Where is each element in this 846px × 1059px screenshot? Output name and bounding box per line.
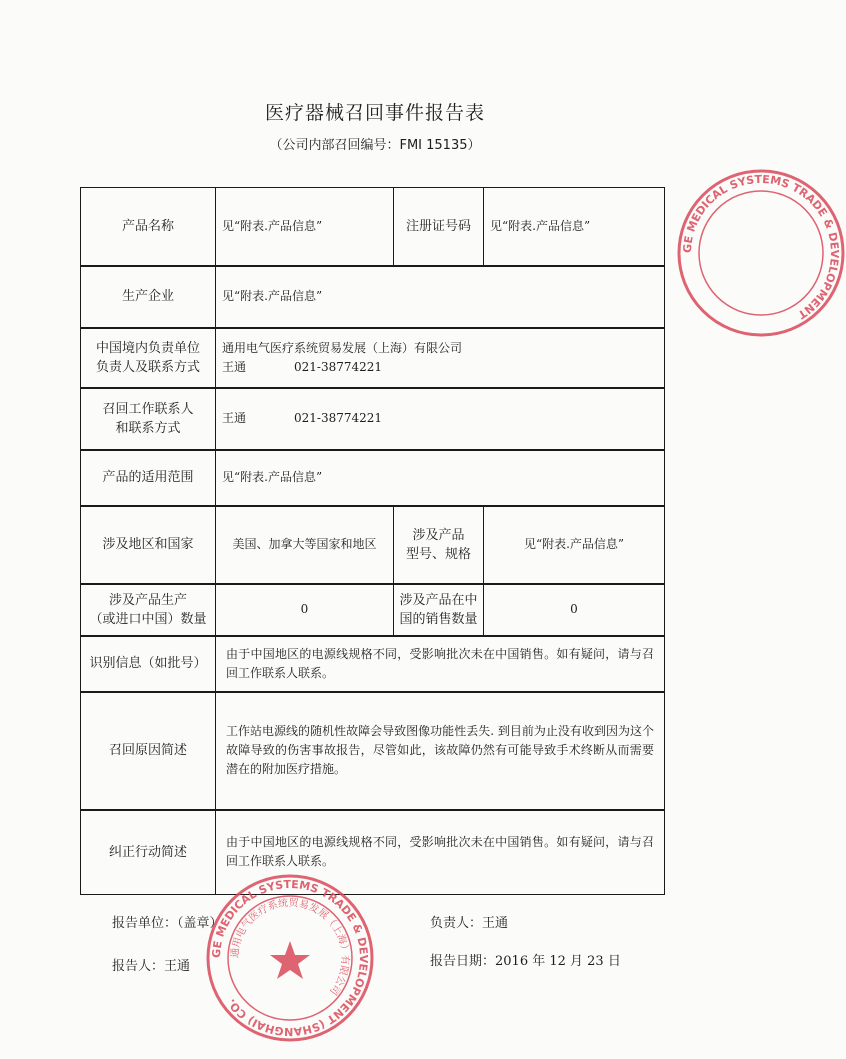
- svg-text:GE MEDICAL SYSTEMS TRADE & DEV: GE MEDICAL SYSTEMS TRADE & DEVELOPMENT (SHANGHAI) CO.: [209, 877, 371, 1039]
- label-line: 涉及产品生产: [108, 592, 187, 608]
- value-domestic-agent: [216, 328, 665, 388]
- value-registration-number: 见“附表.产品信息”: [484, 188, 665, 266]
- row-quantity: [81, 584, 665, 636]
- label-line: 国的销售数量: [399, 611, 478, 627]
- value-reason: 工作站电源线的随机性故障会导致图像功能性丢失. 到目前为止没有收到因为这个故障导致的伤害事故报告，尽管如此，该故障仍然有可能导致手术终断从而需要潜在的附加医疗措施。: [216, 692, 665, 810]
- company-seal-icon: [205, 873, 375, 1043]
- value-recall-contact: [216, 388, 665, 450]
- agent-person: 王通: [222, 359, 247, 374]
- value-action: 由于中国地区的电源线规格不同，受影响批次未在中国销售。如有疑问，请与召回工作联系人联系。: [216, 810, 665, 895]
- label-action: 纠正行动简述: [81, 810, 216, 895]
- value-model: 见“附表.产品信息”: [484, 506, 665, 584]
- value-product-name: 见“附表.产品信息”: [216, 188, 394, 266]
- edge-seal-icon: [676, 168, 846, 338]
- report-unit-label: 报告单位：（盖章）: [112, 916, 223, 931]
- contact-person: 王通: [222, 411, 247, 425]
- label-regions: 涉及地区和国家: [81, 506, 216, 584]
- recall-number: （公司内部召回编号：FMI 15135）: [269, 138, 481, 153]
- value-quantity: 0: [216, 584, 394, 636]
- agent-company: 通用电气医疗系统贸易发展（上海）有限公司: [222, 340, 463, 355]
- value-manufacturer: 见“附表.产品信息”: [216, 266, 665, 328]
- row-recall-contact: [81, 388, 665, 450]
- label-manufacturer: 生产企业: [81, 266, 216, 328]
- label-scope: 产品的适用范围: [81, 450, 216, 506]
- label-recall-contact: [81, 388, 216, 450]
- responsible-person: 负责人：王通: [430, 916, 509, 931]
- label-line: 涉及产品在中: [399, 592, 478, 608]
- value-identification: 由于中国地区的电源线规格不同，受影响批次未在中国销售。如有疑问，请与召回工作联系人联系。: [216, 636, 665, 692]
- recall-report-table: [80, 187, 665, 895]
- label-line: 召回工作联系人: [102, 401, 194, 417]
- label-registration-number: 注册证号码: [394, 188, 484, 266]
- label-line: 型号、规格: [405, 546, 471, 562]
- label-line: 负责人及联系方式: [95, 359, 200, 375]
- row-identification: [81, 636, 665, 692]
- label-quantity: [81, 584, 216, 636]
- label-identification: 识别信息（如批号）: [81, 636, 216, 692]
- page-title: 医疗器械召回事件报告表: [264, 102, 485, 124]
- row-regions: [81, 506, 665, 584]
- svg-text:GE MEDICAL SYSTEMS TRADE & DEV: GE MEDICAL SYSTEMS TRADE & DEVELOPMENT: [680, 172, 842, 322]
- label-reason: 召回原因简述: [81, 692, 216, 810]
- agent-phone: 021-38774221: [294, 359, 383, 374]
- label-line: 和联系方式: [115, 420, 181, 436]
- contact-phone: 021-38774221: [294, 411, 383, 425]
- row-reason: [81, 692, 665, 810]
- reporter: 报告人：王通: [112, 959, 191, 974]
- label-model: [394, 506, 484, 584]
- value-regions: 美国、加拿大等国家和地区: [216, 506, 394, 584]
- label-line: 涉及产品: [412, 527, 465, 543]
- row-scope: [81, 450, 665, 506]
- row-domestic-agent: [81, 328, 665, 388]
- row-manufacturer: [81, 266, 665, 328]
- label-product-name: 产品名称: [81, 188, 216, 266]
- row-product-name: [81, 188, 665, 266]
- svg-text:通用电气医疗系统贸易发展（上海）有限公司: 通用电气医疗系统贸易发展（上海）有限公司: [229, 897, 351, 997]
- value-scope: 见“附表.产品信息”: [216, 450, 665, 506]
- label-line: 中国境内负责单位: [95, 340, 200, 356]
- label-domestic-agent: [81, 328, 216, 388]
- label-china-sales: [394, 584, 484, 636]
- value-china-sales: 0: [484, 584, 665, 636]
- report-date: 报告日期：2016 年 12 月 23 日: [430, 954, 621, 969]
- label-line: （或进口中国）数量: [89, 611, 207, 627]
